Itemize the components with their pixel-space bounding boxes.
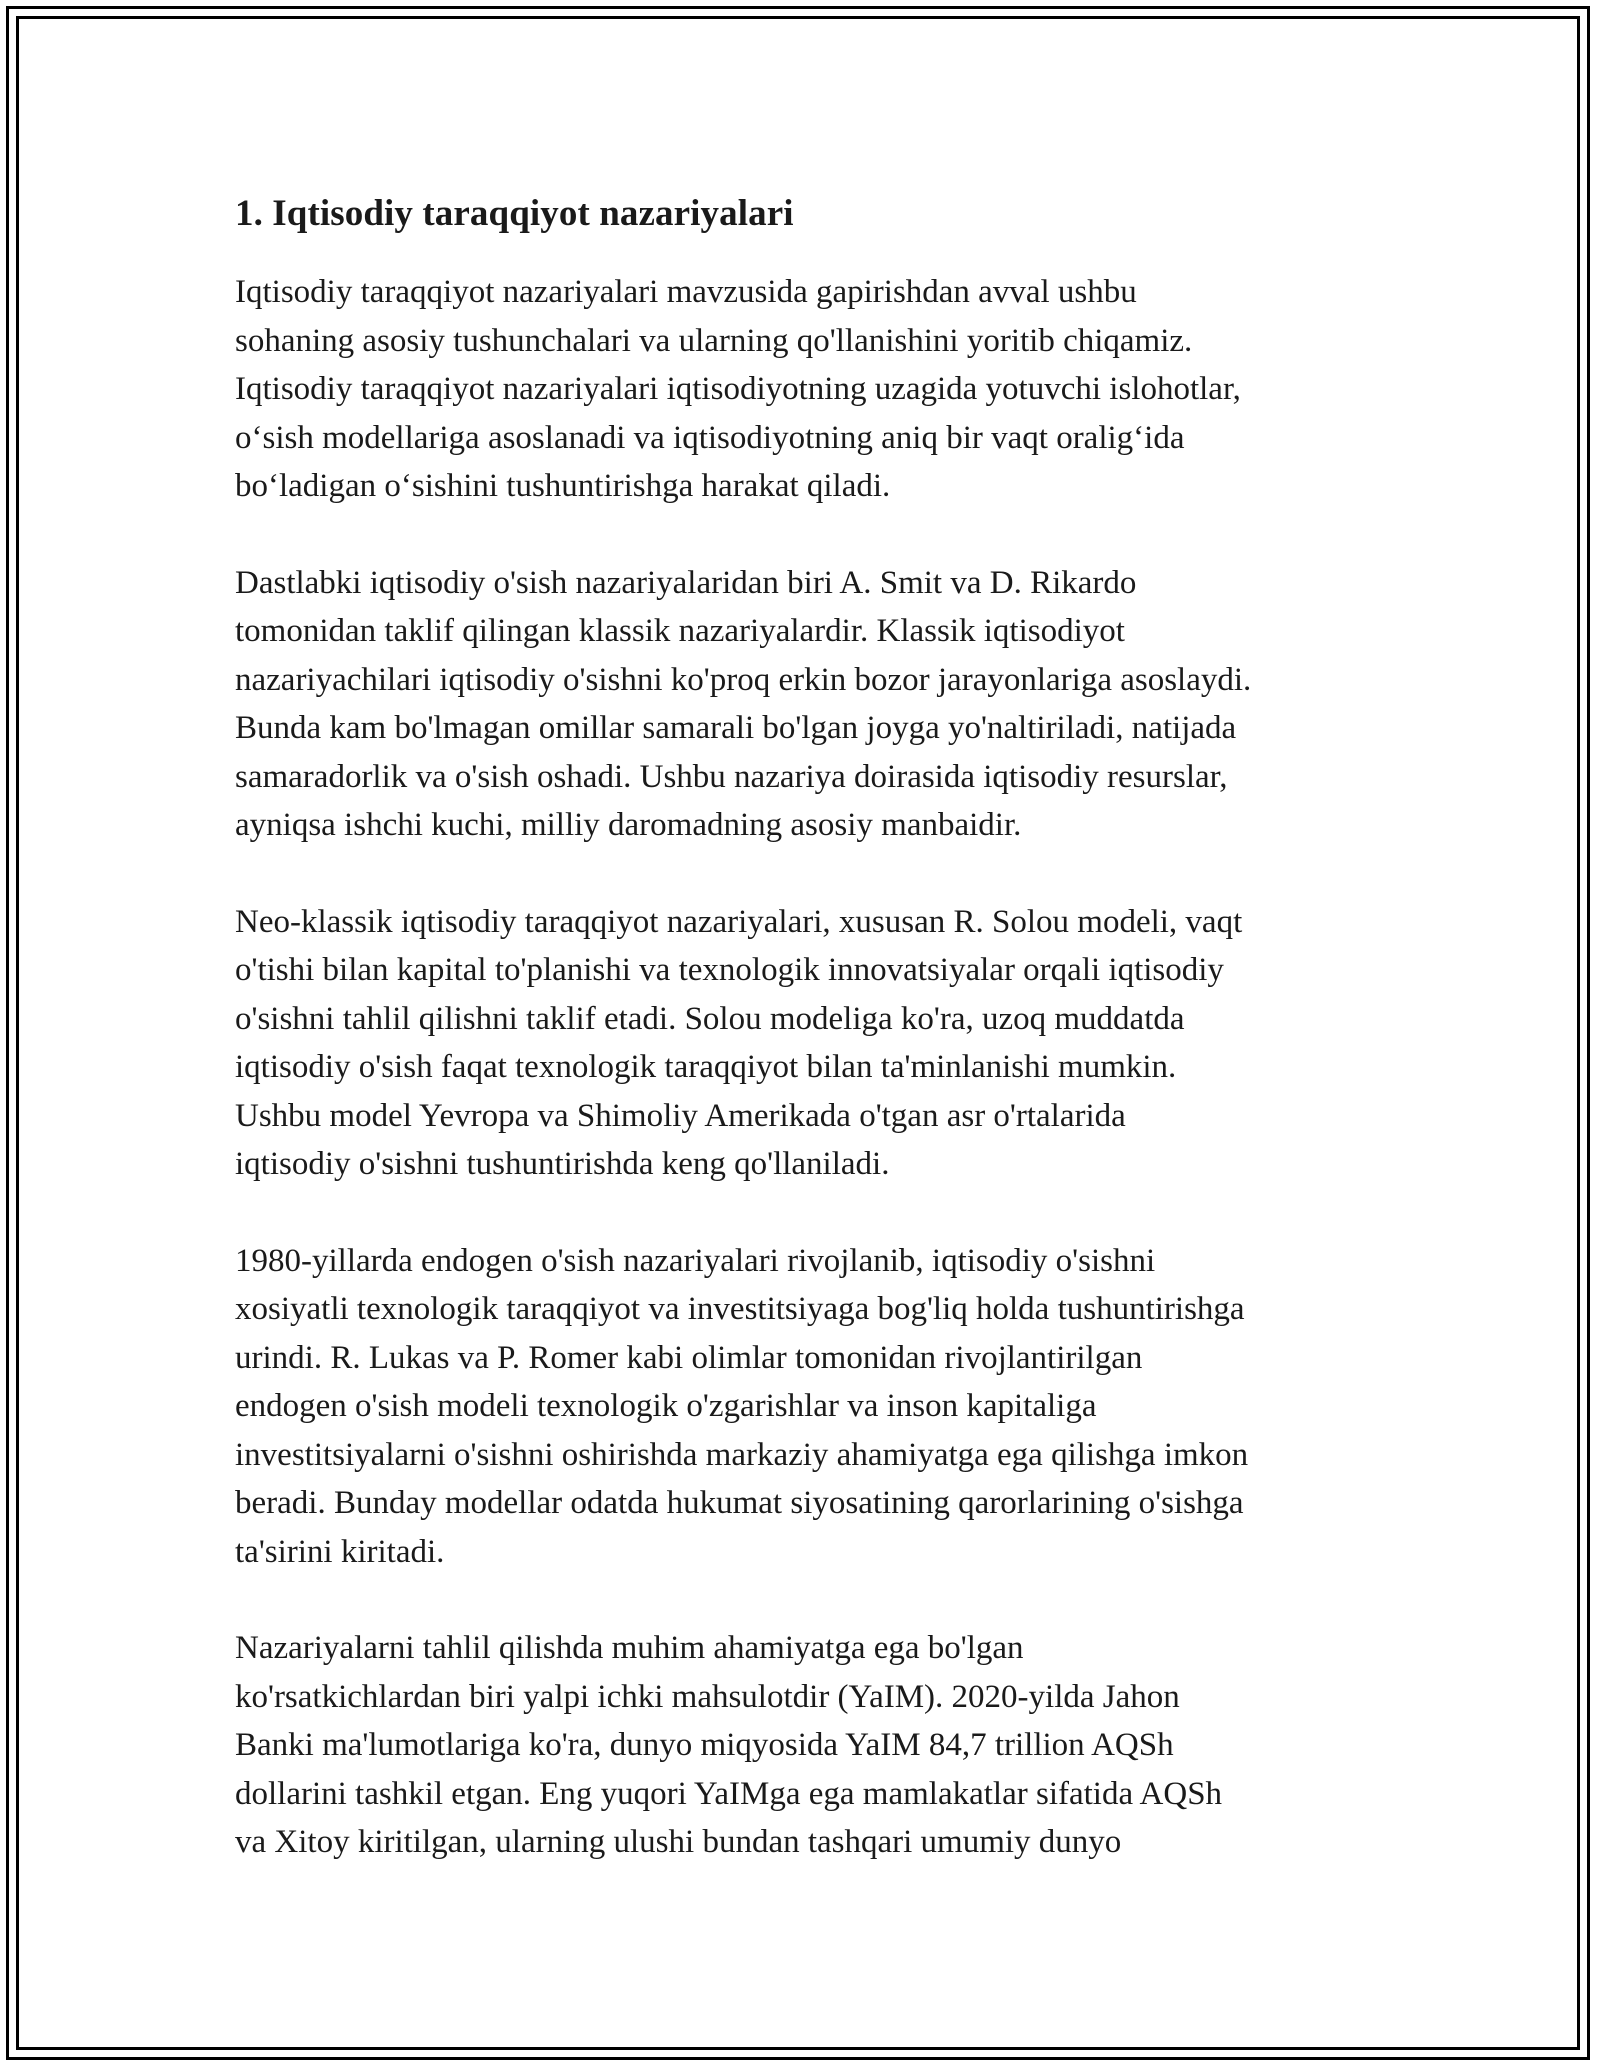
text-line: ko'rsatkichlardan biri yalpi ichki mahsulotdir (YaIM). 2020-yilda Jahon xyxy=(235,1678,1180,1715)
text-line: urindi. R. Lukas va P. Romer kabi olimlar tomonidan rivojlantirilgan xyxy=(235,1339,1143,1376)
text-line: samaradorlik va o'sish oshadi. Ushbu nazariya doirasida iqtisodiy resurslar, xyxy=(235,758,1228,795)
text-line: Banki ma'lumotlariga ko'ra, dunyo miqyosida YaIM 84,7 trillion AQSh xyxy=(235,1727,1174,1763)
text-line: 1980-yillarda endogen o'sish nazariyalari rivojlanib, iqtisodiy o'sishni xyxy=(235,1242,1156,1279)
text-line: o'sishni tahlil qilishni taklif etadi. Solou modeliga ko'ra, uzoq muddatda xyxy=(235,1000,1185,1037)
text-line: xosiyatli texnologik taraqqiyot va investitsiyaga bog'liq holda tushuntirishga xyxy=(235,1291,1245,1327)
document-body xyxy=(235,188,1375,1915)
text-line: iqtisodiy o'sish faqat texnologik taraqqiyot bilan ta'minlanishi mumkin. xyxy=(235,1049,1177,1085)
text-line: Bunda kam bo'lmagan omillar samarali bo'lgan joyga yo'naltiriladi, natijada xyxy=(235,710,1237,746)
text-line: dollarini tashkil etgan. Eng yuqori YaIMga ega mamlakatlar sifatida AQSh xyxy=(235,1775,1223,1812)
text-line: investitsiyalarni o'sishni oshirishda markaziy ahamiyatga ega qilishga imkon xyxy=(235,1436,1249,1473)
text-line: nazariyachilari iqtisodiy o'sishni ko'proq erkin bozor jarayonlariga asoslaydi. xyxy=(235,661,1252,698)
text-line: Neo-klassik iqtisodiy taraqqiyot nazariyalari, xususan R. Solou modeli, vaqt xyxy=(235,903,1243,940)
text-line: Ushbu model Yevropa va Shimoliy Amerikada o'tgan asr o'rtalarida xyxy=(235,1097,1126,1134)
text-line: Dastlabki iqtisodiy o'sish nazariyalaridan biri A. Smit va D. Rikardo xyxy=(235,564,1137,601)
text-line: o‘sish modellariga asoslanadi va iqtisodiyotning aniq bir vaqt oralig‘ida xyxy=(235,419,1185,456)
text-line: o'tishi bilan kapital to'planishi va texnologik innovatsiyalar orqali iqtisodiy xyxy=(235,952,1224,988)
text-line: ta'sirini kiritadi. xyxy=(235,1533,445,1570)
text-line: endogen o'sish modeli texnologik o'zgarishlar va inson kapitaliga xyxy=(235,1388,1097,1424)
text-line: tomonidan taklif qilingan klassik nazariyalardir. Klassik iqtisodiyot xyxy=(235,613,1125,649)
text-line: Iqtisodiy taraqqiyot nazariyalari mavzusida gapirishdan avval ushbu xyxy=(235,274,1137,310)
paragraph-intro xyxy=(235,268,1375,511)
text-line: beradi. Bunday modellar odatda hukumat siyosatining qarorlarining o'sishga xyxy=(235,1485,1244,1521)
text-line: sohaning asosiy tushunchalari va ularning qo'llanishini yoritib chiqamiz. xyxy=(235,322,1193,359)
text-line: va Xitoy kiritilgan, ularning ulushi bundan tashqari umumiy dunyo xyxy=(235,1824,1122,1860)
text-line: Nazariyalarni tahlil qilishda muhim ahamiyatga ega bo'lgan xyxy=(235,1630,1024,1666)
text-line: ayniqsa ishchi kuchi, milliy daromadning asosiy manbaidir. xyxy=(235,807,1022,843)
text-line: iqtisodiy o'sishni tushuntirishda keng qo'llaniladi. xyxy=(235,1146,890,1182)
text-line: bo‘ladigan o‘sishini tushuntirishga harakat qiladi. xyxy=(235,468,891,504)
section-heading: 1. Iqtisodiy taraqqiyot nazariyalari xyxy=(235,193,794,234)
paragraph-gdp-indicator xyxy=(235,1624,1375,1867)
paragraph-neoclassical-theory xyxy=(235,898,1375,1189)
paragraph-classical-theory xyxy=(235,559,1375,850)
paragraph-endogenous-theory xyxy=(235,1237,1375,1577)
text-line: Iqtisodiy taraqqiyot nazariyalari iqtisodiyotning uzagida yotuvchi islohotlar, xyxy=(235,371,1241,407)
